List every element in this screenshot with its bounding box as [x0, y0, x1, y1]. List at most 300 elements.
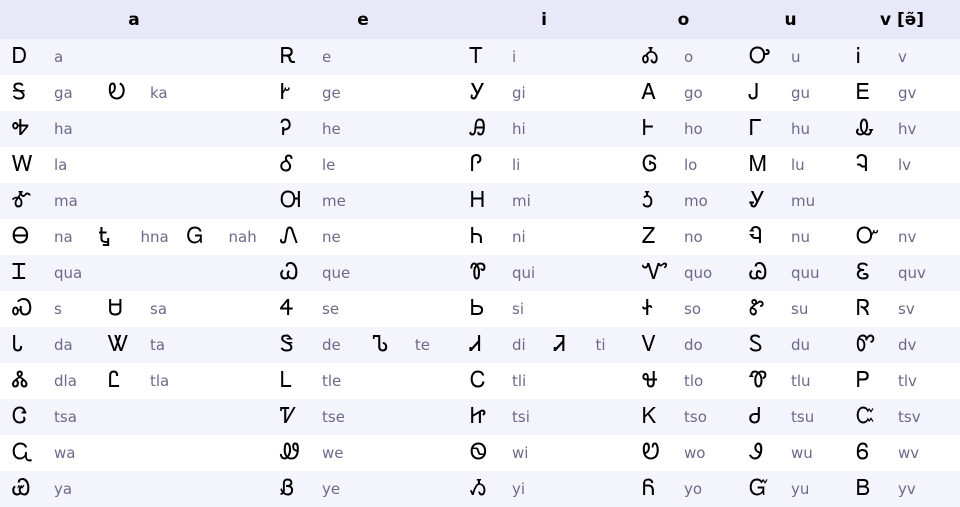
syllabary-transliteration: hi [512, 120, 526, 138]
cell-entries [630, 363, 737, 399]
column-header-i: i [458, 0, 630, 39]
syllabary-transliteration: u [791, 48, 801, 66]
cell-entries [844, 291, 960, 327]
syllabary-cell-e [268, 435, 458, 471]
syllabary-glyph: Ꭵ [856, 44, 861, 69]
syllabary-glyph: Ꮦ [372, 332, 389, 357]
syllabary-transliteration: ge [322, 84, 341, 102]
cell-entries [268, 111, 458, 147]
syllabary-cell-o [630, 471, 737, 507]
syllabary-transliteration: e [322, 48, 332, 66]
syllabary-glyph: Ꮅ [470, 152, 483, 177]
syllabary-glyph: Ꮚ [749, 260, 768, 285]
syllabary-cell-u [737, 147, 844, 183]
syllabary-transliteration: dv [898, 336, 917, 354]
cell-entries [458, 363, 630, 399]
syllabary-glyph: Ꭱ [280, 44, 297, 69]
cell-entries [0, 147, 268, 183]
syllabary-glyph: Ꮗ [280, 260, 299, 285]
syllabary-glyph: Ꮄ [280, 152, 294, 177]
cell-entries [630, 435, 737, 471]
syllabary-cell-e [268, 147, 458, 183]
syllabary-glyph: Ꮰ [642, 368, 658, 393]
syllabary-cell-a [0, 327, 268, 363]
syllabary-glyph: Ꮢ [856, 296, 871, 321]
syllabary-cell-a [0, 471, 268, 507]
cell-entries [737, 255, 844, 291]
syllabary-transliteration: tsa [54, 408, 77, 426]
syllabary-glyph: Ᏺ [642, 476, 656, 501]
syllabary-transliteration: s [54, 300, 62, 318]
syllabary-transliteration: me [322, 192, 346, 210]
syllabary-glyph: Ꮁ [749, 116, 763, 141]
syllabary-glyph: Ꮲ [856, 368, 870, 393]
syllabary-cell-u [737, 183, 844, 219]
syllabary-cell-u [737, 75, 844, 111]
syllabary-glyph: Ꮽ [749, 440, 763, 465]
syllabary-glyph: Ꮍ [749, 188, 766, 213]
cell-entries [0, 219, 268, 255]
syllabary-cell-e [268, 399, 458, 435]
syllabary-transliteration: na [54, 228, 73, 246]
syllabary-cell-a [0, 183, 268, 219]
syllabary-cell-v [844, 183, 960, 219]
cell-entries [844, 327, 960, 363]
syllabary-cell-e [268, 363, 458, 399]
table-row [0, 111, 960, 147]
syllabary-transliteration: do [684, 336, 703, 354]
syllabary-transliteration: nu [791, 228, 811, 246]
syllabary-cell-a [0, 363, 268, 399]
column-header-u: u [737, 0, 844, 39]
syllabary-transliteration: quo [684, 264, 713, 282]
syllabary-glyph: Ꮫ [856, 332, 876, 357]
syllabary-glyph: Ꮂ [856, 116, 875, 141]
cell-entries [844, 183, 960, 219]
syllabary-cell-u [737, 471, 844, 507]
syllabary-transliteration: nah [228, 228, 257, 246]
syllabary-glyph: Ꭼ [856, 80, 871, 105]
syllabary-glyph: Ꭺ [642, 80, 657, 105]
syllabary-glyph: Ꮯ [470, 368, 486, 393]
syllabary-glyph: Ꮱ [749, 368, 768, 393]
cell-entries [0, 327, 268, 363]
syllabary-cell-u [737, 111, 844, 147]
syllabary-transliteration: wi [512, 444, 529, 462]
syllabary-glyph: Ꮤ [108, 332, 129, 357]
syllabary-glyph: Ᏼ [856, 476, 871, 501]
syllabary-cell-v [844, 363, 960, 399]
syllabary-transliteration: tli [512, 372, 527, 390]
syllabary-cell-u [737, 327, 844, 363]
syllabary-cell-o [630, 327, 737, 363]
syllabary-glyph: Ꮉ [12, 188, 32, 213]
syllabary-glyph: Ꮵ [470, 404, 487, 429]
syllabary-transliteration: li [512, 156, 521, 174]
syllabary-glyph: Ꮌ [642, 188, 654, 213]
syllabary-cell-e [268, 255, 458, 291]
syllabary-cell-i [458, 363, 630, 399]
syllabary-cell-i [458, 471, 630, 507]
syllabary-transliteration: le [322, 156, 336, 174]
cell-entries [458, 399, 630, 435]
syllabary-cell-o [630, 399, 737, 435]
syllabary-glyph: Ꮑ [280, 224, 299, 249]
cell-entries [737, 291, 844, 327]
syllabary-glyph: Ꮊ [280, 188, 302, 213]
syllabary-cell-v [844, 75, 960, 111]
table-row [0, 435, 960, 471]
syllabary-cell-e [268, 291, 458, 327]
syllabary-glyph: Ꭶ [12, 80, 26, 105]
table-row [0, 327, 960, 363]
cell-entries [737, 75, 844, 111]
syllabary-glyph: Ꮛ [856, 260, 870, 285]
syllabary-transliteration: o [684, 48, 694, 66]
syllabary-cell-u [737, 435, 844, 471]
syllabary-cell-o [630, 183, 737, 219]
syllabary-transliteration: quv [898, 264, 926, 282]
syllabary-cell-i [458, 435, 630, 471]
syllabary-transliteration: hna [140, 228, 169, 246]
syllabary-transliteration: gu [791, 84, 811, 102]
cell-entries [844, 363, 960, 399]
syllabary-transliteration: si [512, 300, 524, 318]
syllabary-transliteration: tle [322, 372, 342, 390]
cell-entries [630, 147, 737, 183]
cell-entries [268, 75, 458, 111]
syllabary-transliteration: ye [322, 480, 341, 498]
syllabary-glyph: Ꮻ [470, 440, 488, 465]
cell-entries [630, 219, 737, 255]
cell-entries [268, 435, 458, 471]
syllabary-cell-u [737, 291, 844, 327]
cell-entries [0, 435, 268, 471]
syllabary-glyph: Ꮙ [642, 260, 669, 285]
syllabary-transliteration: sa [150, 300, 168, 318]
syllabary-glyph: Ꮩ [642, 332, 657, 357]
cell-entries [458, 255, 630, 291]
syllabary-transliteration: wv [898, 444, 920, 462]
syllabary-cell-i [458, 183, 630, 219]
syllabary-glyph: Ꮬ [12, 368, 29, 393]
syllabary-transliteration: hv [898, 120, 917, 138]
syllabary-transliteration: da [54, 336, 73, 354]
cell-entries [737, 39, 844, 75]
syllabary-transliteration: que [322, 264, 351, 282]
syllabary-transliteration: wo [684, 444, 706, 462]
table-row [0, 183, 960, 219]
cell-entries [458, 183, 630, 219]
syllabary-transliteration: tsu [791, 408, 815, 426]
syllabary-cell-v [844, 471, 960, 507]
cell-entries [458, 111, 630, 147]
cell-entries [268, 39, 458, 75]
syllabary-cell-o [630, 39, 737, 75]
cell-entries [844, 435, 960, 471]
syllabary-glyph: Ꮹ [12, 440, 34, 465]
syllabary-glyph: Ꮔ [749, 224, 763, 249]
syllabary-cell-i [458, 399, 630, 435]
cell-entries [0, 75, 268, 111]
syllabary-glyph: Ꮇ [749, 152, 767, 177]
syllabary-transliteration: dla [54, 372, 77, 390]
column-header-o: o [630, 0, 737, 39]
syllabary-transliteration: tsv [898, 408, 921, 426]
cell-entries [737, 471, 844, 507]
syllabary-transliteration: ha [54, 120, 73, 138]
syllabary-glyph: Ᏸ [280, 476, 295, 501]
syllabary-glyph: Ꮿ [12, 476, 31, 501]
syllabary-cell-e [268, 471, 458, 507]
syllabary-glyph: Ᏹ [470, 476, 487, 501]
cell-entries [844, 471, 960, 507]
cell-entries [458, 435, 630, 471]
syllabary-cell-e [268, 327, 458, 363]
syllabary-glyph: Ꮷ [749, 404, 762, 429]
cell-entries [737, 219, 844, 255]
syllabary-glyph: Ꭿ [470, 116, 486, 141]
syllabary-cell-o [630, 363, 737, 399]
syllabary-cell-i [458, 291, 630, 327]
table-header [0, 0, 960, 39]
syllabary-transliteration: no [684, 228, 703, 246]
syllabary-cell-i [458, 327, 630, 363]
syllabary-glyph: Ᏻ [749, 476, 769, 501]
header-row [0, 0, 960, 39]
cell-entries [737, 399, 844, 435]
syllabary-glyph: Ꮺ [280, 440, 300, 465]
syllabary-glyph: Ꭳ [642, 44, 659, 69]
column-header-e: e [268, 0, 458, 39]
table-row [0, 399, 960, 435]
syllabary-transliteration: wa [54, 444, 76, 462]
syllabary-transliteration: ni [512, 228, 526, 246]
cell-entries [737, 183, 844, 219]
syllabary-transliteration: tla [150, 372, 170, 390]
syllabary-glyph: Ꮃ [12, 152, 34, 177]
cell-entries [844, 75, 960, 111]
cell-entries [458, 39, 630, 75]
syllabary-transliteration: tse [322, 408, 345, 426]
syllabary-transliteration: wu [791, 444, 813, 462]
syllabary-cell-u [737, 219, 844, 255]
syllabary-glyph: Ꮈ [856, 152, 869, 177]
syllabary-glyph: Ꮧ [470, 332, 482, 357]
syllabary-cell-a [0, 147, 268, 183]
syllabary-transliteration: he [322, 120, 341, 138]
syllabary-transliteration: lu [791, 156, 805, 174]
syllabary-glyph: Ꮣ [12, 332, 24, 357]
syllabary-transliteration: de [322, 336, 341, 354]
syllabary-transliteration: mo [684, 192, 708, 210]
table-row [0, 147, 960, 183]
syllabary-glyph: Ꮴ [280, 404, 297, 429]
syllabary-transliteration: so [684, 300, 701, 318]
syllabary-glyph: Ꮨ [553, 332, 566, 357]
syllabary-cell-o [630, 111, 737, 147]
syllabary-transliteration: sv [898, 300, 915, 318]
syllabary-transliteration: qua [54, 264, 83, 282]
cell-entries [0, 471, 268, 507]
syllabary-glyph: Ꮓ [642, 224, 656, 249]
cell-entries [268, 471, 458, 507]
syllabary-cell-a [0, 291, 268, 327]
syllabary-transliteration: la [54, 156, 68, 174]
syllabary-cell-a [0, 399, 268, 435]
cell-entries [0, 111, 268, 147]
syllabary-transliteration: lo [684, 156, 698, 174]
column-header-a: a [0, 0, 268, 39]
syllabary-cell-v [844, 219, 960, 255]
syllabary-cell-u [737, 363, 844, 399]
table-row [0, 219, 960, 255]
syllabary-transliteration: ma [54, 192, 78, 210]
syllabary-glyph: Ꮭ [108, 368, 121, 393]
syllabary-cell-o [630, 219, 737, 255]
cell-entries [0, 399, 268, 435]
syllabary-transliteration: a [54, 48, 64, 66]
cell-entries [0, 291, 268, 327]
cell-entries [268, 183, 458, 219]
syllabary-cell-i [458, 39, 630, 75]
cell-entries [630, 39, 737, 75]
cell-entries [630, 255, 737, 291]
syllabary-glyph: Ꮾ [856, 440, 870, 465]
syllabary-cell-e [268, 219, 458, 255]
syllabary-cell-o [630, 291, 737, 327]
cell-entries [630, 471, 737, 507]
column-header-v: v [ə̃] [844, 0, 960, 39]
syllabary-transliteration: hu [791, 120, 811, 138]
cell-entries [0, 255, 268, 291]
syllabary-transliteration: qui [512, 264, 536, 282]
syllabary-cell-v [844, 39, 960, 75]
cell-entries [630, 111, 737, 147]
table-row [0, 75, 960, 111]
syllabary-glyph: Ꮳ [12, 404, 28, 429]
syllabary-transliteration: yo [684, 480, 703, 498]
cell-entries [268, 255, 458, 291]
syllabary-glyph: Ꭸ [280, 80, 291, 105]
syllabary-cell-o [630, 147, 737, 183]
syllabary-cell-a [0, 111, 268, 147]
cell-entries [0, 183, 268, 219]
syllabary-transliteration: ta [150, 336, 166, 354]
syllabary-glyph: Ꮀ [642, 116, 654, 141]
syllabary-transliteration: mu [791, 192, 816, 210]
syllabary-transliteration: ya [54, 480, 73, 498]
syllabary-cell-u [737, 255, 844, 291]
syllabary-cell-v [844, 147, 960, 183]
syllabary-glyph: Ꮼ [642, 440, 660, 465]
syllabary-transliteration: v [898, 48, 907, 66]
syllabary-glyph: Ꮮ [280, 368, 293, 393]
syllabary-cell-i [458, 75, 630, 111]
syllabary-cell-e [268, 39, 458, 75]
cell-entries [844, 399, 960, 435]
syllabary-glyph: Ꮒ [470, 224, 484, 249]
syllabary-transliteration: tsi [512, 408, 530, 426]
syllabary-cell-o [630, 255, 737, 291]
syllabary-cell-a [0, 435, 268, 471]
syllabary-transliteration: te [414, 336, 431, 354]
syllabary-cell-e [268, 75, 458, 111]
syllabary-glyph: Ꮸ [856, 404, 875, 429]
syllabary-transliteration: quu [791, 264, 820, 282]
table-row [0, 471, 960, 507]
cell-entries [268, 147, 458, 183]
syllabary-transliteration: i [512, 48, 517, 66]
cell-entries [268, 399, 458, 435]
syllabary-cell-v [844, 291, 960, 327]
syllabary-glyph: Ꭽ [12, 116, 30, 141]
cell-entries [737, 363, 844, 399]
syllabary-transliteration: se [322, 300, 340, 318]
syllabary-cell-i [458, 255, 630, 291]
syllabary-glyph: Ꮆ [642, 152, 658, 177]
syllabary-transliteration: yi [512, 480, 526, 498]
syllabary-transliteration: mi [512, 192, 531, 210]
cell-entries [630, 291, 737, 327]
syllabary-cell-a [0, 219, 268, 255]
cell-entries [630, 75, 737, 111]
syllabary-glyph: Ꭰ [12, 44, 27, 69]
cell-entries [0, 39, 268, 75]
cell-entries [458, 327, 630, 363]
syllabary-glyph: Ꭲ [470, 44, 484, 69]
syllabary-glyph: Ꮠ [642, 296, 654, 321]
cell-entries [737, 147, 844, 183]
syllabary-cell-u [737, 399, 844, 435]
syllabary-cell-a [0, 255, 268, 291]
syllabary-transliteration: ti [595, 336, 606, 354]
cell-entries [458, 471, 630, 507]
syllabary-transliteration: nv [898, 228, 917, 246]
syllabary-transliteration: we [322, 444, 344, 462]
cell-entries [630, 327, 737, 363]
cell-entries [844, 219, 960, 255]
syllabary-glyph: Ꮜ [108, 296, 123, 321]
cell-entries [268, 219, 458, 255]
cell-entries [844, 255, 960, 291]
syllabary-glyph: Ꮎ [12, 224, 30, 249]
syllabary-cell-v [844, 111, 960, 147]
table-row [0, 39, 960, 75]
syllabary-glyph: Ꮏ [98, 224, 111, 249]
cell-entries [737, 327, 844, 363]
cell-entries [268, 363, 458, 399]
syllabary-transliteration: tlo [684, 372, 704, 390]
syllabary-cell-i [458, 147, 630, 183]
syllabary-transliteration: tlu [791, 372, 811, 390]
cell-entries [458, 219, 630, 255]
cell-entries [630, 183, 737, 219]
syllabary-glyph: Ꮋ [470, 188, 485, 213]
syllabary-cell-a [0, 75, 268, 111]
syllabary-glyph: Ꮝ [12, 296, 33, 321]
table-body [0, 39, 960, 507]
syllabary-transliteration: gv [898, 84, 917, 102]
syllabary-glyph: Ꮥ [280, 332, 294, 357]
syllabary-glyph: Ꮶ [642, 404, 658, 429]
syllabary-transliteration: go [684, 84, 703, 102]
syllabary-cell-e [268, 183, 458, 219]
syllabary-glyph: Ꭹ [470, 80, 486, 105]
cell-entries [844, 111, 960, 147]
cell-entries [458, 291, 630, 327]
cell-entries [737, 435, 844, 471]
